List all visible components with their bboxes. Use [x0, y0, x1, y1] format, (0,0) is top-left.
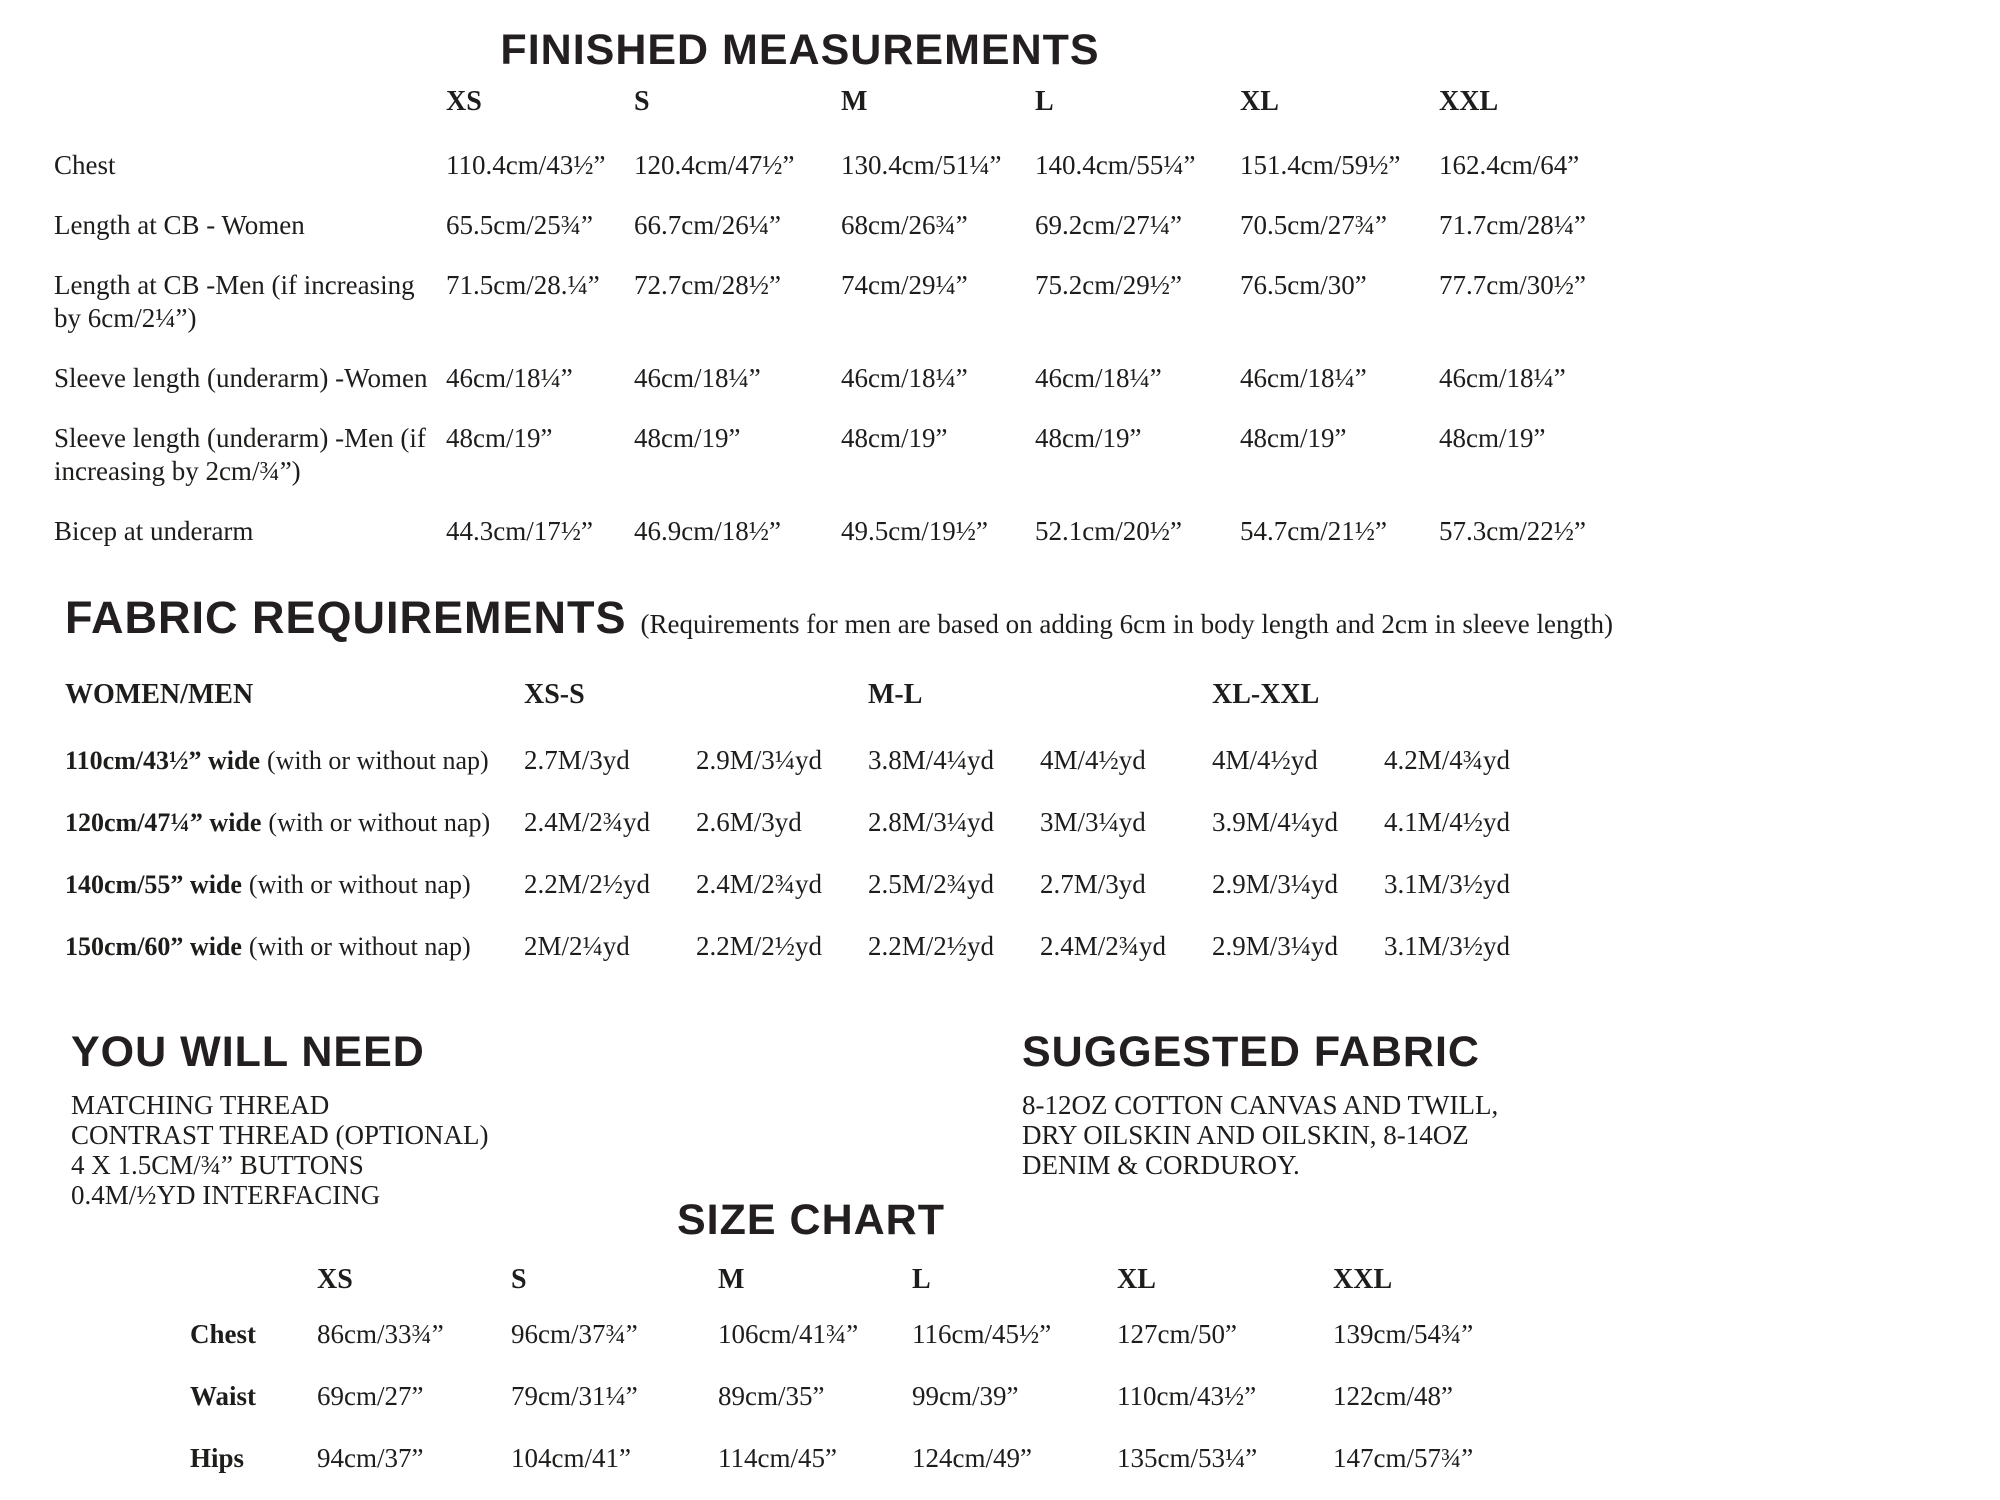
row-label: Sleeve length (underarm) -Men (if increasing by 2cm/¾”)	[54, 423, 426, 486]
measurement-value: 54.7cm/21½”	[1240, 516, 1387, 546]
list-item: 4 X 1.5CM/¾” BUTTONS	[71, 1150, 364, 1180]
you-will-need-title: YOU WILL NEED	[71, 1028, 425, 1076]
body-measurement-value: 135cm/53¼”	[1117, 1443, 1258, 1473]
yardage-value: 2.9M/3¼yd	[1212, 869, 1339, 899]
list-item: 0.4M/½YD INTERFACING	[71, 1180, 381, 1210]
yardage-value: 2.7M/3yd	[524, 745, 630, 775]
size-header-m: M	[718, 1264, 745, 1295]
table-row	[65, 868, 1585, 901]
measurement-value: 66.7cm/26¼”	[634, 210, 781, 240]
body-measurement-value: 127cm/50”	[1117, 1319, 1237, 1349]
body-measurement-value: 99cm/39”	[912, 1381, 1019, 1411]
yardage-value: 4M/4½yd	[1040, 745, 1146, 775]
yardage-value: 3.8M/4¼yd	[868, 745, 995, 775]
size-header-xl: XL	[1117, 1264, 1156, 1295]
yardage-value: 3.1M/3½yd	[1384, 931, 1511, 961]
measurement-value: 151.4cm/59½”	[1240, 150, 1401, 180]
table-row	[190, 1442, 1590, 1475]
row-label: Chest	[54, 150, 116, 180]
table-row	[190, 1318, 1590, 1351]
fabric-requirements-title: FABRIC REQUIREMENTS	[65, 592, 627, 643]
row-label: Sleeve length (underarm) -Women	[54, 363, 428, 393]
fabric-width-note: (with or without nap)	[248, 932, 471, 961]
measurement-value: 52.1cm/20½”	[1035, 516, 1182, 546]
text-line: 8-12OZ COTTON CANVAS AND TWILL,	[1022, 1090, 1499, 1120]
body-measurement-value: 96cm/37¾”	[511, 1319, 638, 1349]
text-line: DENIM & CORDUROY.	[1022, 1150, 1300, 1180]
measurement-value: 120.4cm/47½”	[634, 150, 795, 180]
measurement-value: 46cm/18¼”	[841, 363, 968, 393]
fabric-width-label: 120cm/47¼” wide	[65, 808, 262, 837]
table-row	[54, 362, 1694, 395]
measurement-value: 68cm/26¾”	[841, 210, 968, 240]
yardage-value: 2.4M/2¾yd	[1040, 931, 1167, 961]
measurement-value: 57.3cm/22½”	[1439, 516, 1586, 546]
fabric-width-label: 110cm/43½” wide	[65, 746, 260, 775]
fabric-requirements-column-headers	[65, 678, 1585, 711]
size-header-xs: XS	[446, 86, 482, 117]
table-row	[65, 806, 1585, 839]
size-chart-table	[190, 1318, 1590, 1475]
yardage-value: 2.2M/2½yd	[696, 931, 823, 961]
fabric-requirements-subtitle: (Requirements for men are based on adding 6cm in body length and 2cm in sleeve length)	[640, 609, 1614, 639]
measurement-value: 75.2cm/29½”	[1035, 270, 1182, 300]
yardage-value: 4.2M/4¾yd	[1384, 745, 1511, 775]
measurement-value: 70.5cm/27¾”	[1240, 210, 1387, 240]
size-header-l: L	[912, 1264, 931, 1295]
suggested-fabric-text	[1022, 1090, 1498, 1180]
body-measurement-value: 79cm/31¼”	[511, 1381, 638, 1411]
measurement-value: 46cm/18¼”	[1035, 363, 1162, 393]
size-header-l: L	[1035, 86, 1054, 117]
size-header-xxl: XXL	[1439, 86, 1499, 117]
size-chart-size-header-row	[190, 1263, 1590, 1296]
table-row	[54, 515, 1694, 548]
yardage-value: 2.4M/2¾yd	[524, 807, 651, 837]
fabric-requirements-table	[65, 744, 1585, 963]
fabric-width-note: (with or without nap)	[248, 870, 471, 899]
table-row	[65, 930, 1585, 963]
yardage-value: 3M/3¼yd	[1040, 807, 1146, 837]
row-label: Length at CB - Women	[54, 210, 305, 240]
yardage-value: 2.9M/3¼yd	[1212, 931, 1339, 961]
yardage-value: 2.2M/2½yd	[524, 869, 651, 899]
size-header-xl: XL	[1240, 86, 1279, 117]
yardage-value: 2.9M/3¼yd	[696, 745, 823, 775]
body-measurement-value: 116cm/45½”	[912, 1319, 1052, 1349]
body-measurement-value: 139cm/54¾”	[1333, 1319, 1474, 1349]
yardage-value: 3.1M/3½yd	[1384, 869, 1511, 899]
size-header-xxl: XXL	[1333, 1264, 1393, 1295]
yardage-value: 4.1M/4½yd	[1384, 807, 1511, 837]
yardage-value: 2.4M/2¾yd	[696, 869, 823, 899]
table-row	[54, 209, 1694, 242]
table-row	[190, 1380, 1590, 1413]
size-header-s: S	[634, 86, 650, 117]
body-measurement-value: 94cm/37”	[317, 1443, 424, 1473]
measurement-value: 46cm/18¼”	[1439, 363, 1566, 393]
row-label	[65, 868, 524, 901]
yardage-value: 2.8M/3¼yd	[868, 807, 995, 837]
fabric-width-label: 140cm/55” wide	[65, 870, 242, 899]
body-measurement-value: 114cm/45”	[718, 1443, 837, 1473]
size-header-s: S	[511, 1264, 527, 1295]
row-label	[65, 806, 524, 839]
table-row	[54, 422, 1694, 488]
measurement-value: 49.5cm/19½”	[841, 516, 988, 546]
measurement-value: 162.4cm/64”	[1439, 150, 1580, 180]
yardage-value: 2.7M/3yd	[1040, 869, 1146, 899]
row-label	[65, 930, 524, 963]
row-label: Length at CB -Men (if increasing by 6cm/2¼”)	[54, 270, 415, 333]
fabric-width-label: 150cm/60” wide	[65, 932, 242, 961]
measurement-value: 76.5cm/30”	[1240, 270, 1367, 300]
measurement-value: 48cm/19”	[841, 423, 948, 453]
yardage-value: 2M/2¼yd	[524, 931, 630, 961]
body-measurement-value: 104cm/41”	[511, 1443, 631, 1473]
measurement-value: 72.7cm/28½”	[634, 270, 781, 300]
measurement-value: 46cm/18¼”	[634, 363, 761, 393]
finished-measurements-size-header-row	[54, 85, 1654, 118]
body-measurement-value: 106cm/41¾”	[718, 1319, 859, 1349]
body-measurement-value: 147cm/57¾”	[1333, 1443, 1474, 1473]
size-header-m: M	[841, 86, 868, 117]
body-measurement-value: 86cm/33¾”	[317, 1319, 444, 1349]
measurement-value: 130.4cm/51¼”	[841, 150, 1002, 180]
column-header-xl-xxl: XL-XXL	[1212, 679, 1320, 710]
yardage-value: 4M/4½yd	[1212, 745, 1318, 775]
measurement-value: 48cm/19”	[1240, 423, 1347, 453]
measurement-value: 48cm/19”	[446, 423, 553, 453]
body-measurement-value: 89cm/35”	[718, 1381, 825, 1411]
body-measurement-value: 122cm/48”	[1333, 1381, 1453, 1411]
you-will-need-list	[71, 1090, 489, 1210]
column-header-women-men: WOMEN/MEN	[65, 679, 254, 710]
yardage-value: 2.5M/2¾yd	[868, 869, 995, 899]
measurement-value: 69.2cm/27¼”	[1035, 210, 1182, 240]
text-line: DRY OILSKIN AND OILSKIN, 8-14OZ	[1022, 1120, 1469, 1150]
measurement-value: 46cm/18¼”	[446, 363, 573, 393]
list-item: MATCHING THREAD	[71, 1090, 330, 1120]
measurement-value: 65.5cm/25¾”	[446, 210, 593, 240]
table-row	[65, 744, 1585, 777]
fabric-width-note: (with or without nap)	[268, 808, 491, 837]
measurement-value: 46.9cm/18½”	[634, 516, 781, 546]
table-row	[54, 149, 1694, 182]
table-row	[54, 269, 1694, 335]
suggested-fabric-title: SUGGESTED FABRIC	[1022, 1028, 1480, 1076]
yardage-value: 2.2M/2½yd	[868, 931, 995, 961]
measurement-value: 140.4cm/55¼”	[1035, 150, 1196, 180]
fabric-width-note: (with or without nap)	[267, 746, 489, 775]
yardage-value: 3.9M/4¼yd	[1212, 807, 1339, 837]
measurement-value: 110.4cm/43½”	[446, 150, 606, 180]
row-label	[65, 744, 524, 777]
size-chart-title: SIZE CHART	[677, 1196, 945, 1244]
fabric-requirements-header	[65, 592, 1613, 644]
size-header-xs: XS	[317, 1264, 353, 1295]
measurement-value: 71.7cm/28¼”	[1439, 210, 1586, 240]
measurement-value: 48cm/19”	[1035, 423, 1142, 453]
column-header-xs-s: XS-S	[524, 679, 585, 710]
finished-measurements-table	[54, 149, 1694, 548]
yardage-value: 2.6M/3yd	[696, 807, 802, 837]
measurement-value: 46cm/18¼”	[1240, 363, 1367, 393]
measurement-value: 77.7cm/30½”	[1439, 270, 1586, 300]
list-item: CONTRAST THREAD (OPTIONAL)	[71, 1120, 489, 1150]
row-label: Hips	[190, 1443, 245, 1473]
measurement-value: 48cm/19”	[634, 423, 741, 453]
body-measurement-value: 110cm/43½”	[1117, 1381, 1257, 1411]
measurement-value: 44.3cm/17½”	[446, 516, 593, 546]
measurement-value: 48cm/19”	[1439, 423, 1546, 453]
measurement-value: 74cm/29¼”	[841, 270, 968, 300]
row-label: Chest	[190, 1319, 256, 1349]
row-label: Bicep at underarm	[54, 516, 254, 546]
finished-measurements-title: FINISHED MEASUREMENTS	[500, 26, 1100, 74]
body-measurement-value: 69cm/27”	[317, 1381, 424, 1411]
measurement-value: 71.5cm/28.¼”	[446, 270, 600, 300]
body-measurement-value: 124cm/49”	[912, 1443, 1032, 1473]
row-label: Waist	[190, 1381, 257, 1411]
column-header-m-l: M-L	[868, 679, 923, 710]
